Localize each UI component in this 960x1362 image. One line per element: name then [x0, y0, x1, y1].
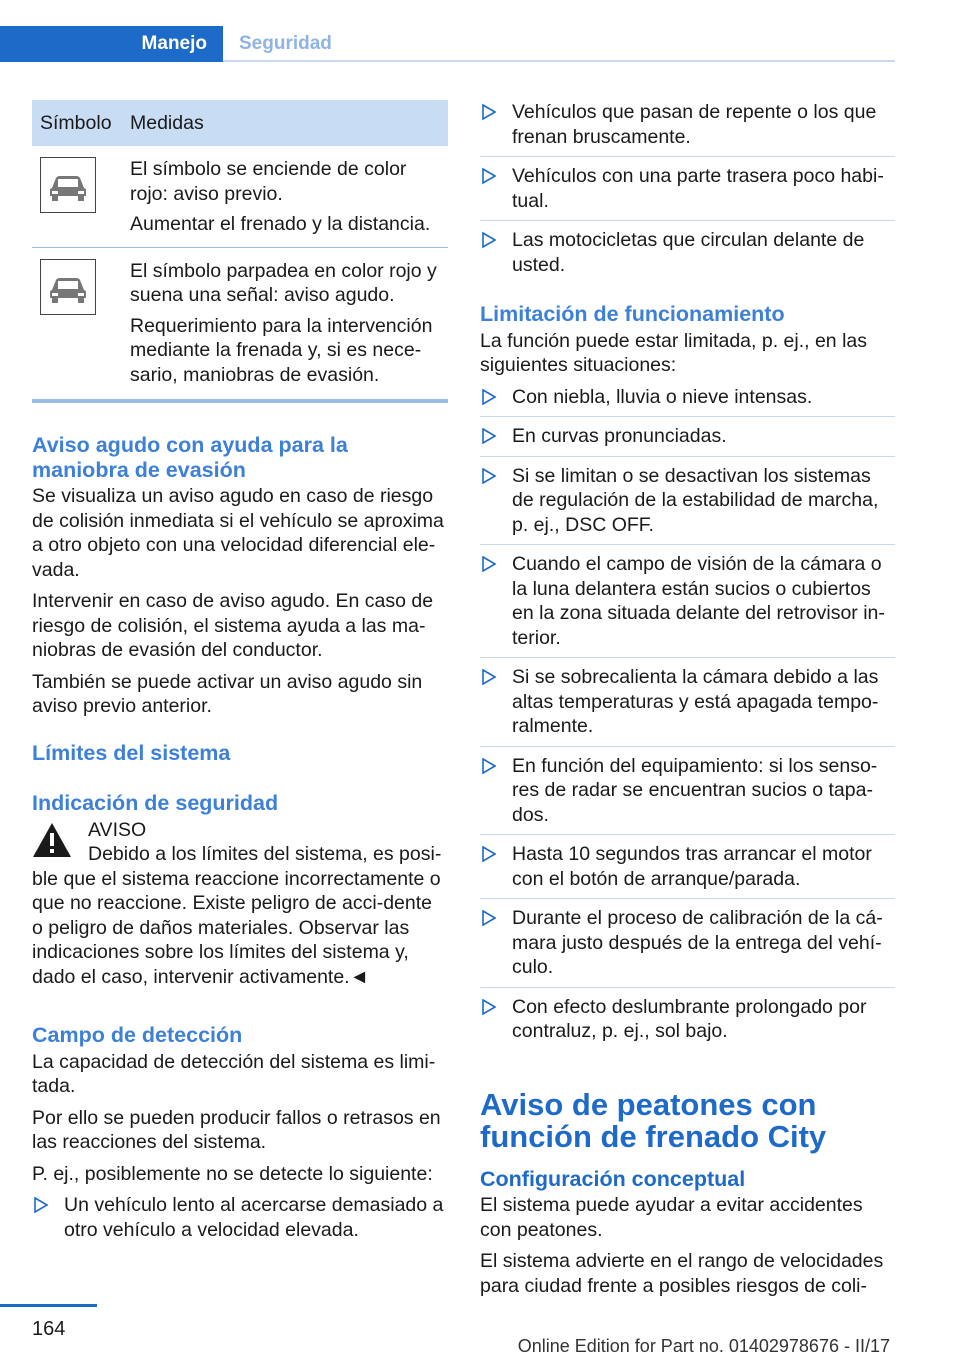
- paragraph: Intervenir en caso de aviso agudo. En caso de riesgo de colisión, el sistema ayuda a las ma-niobras de evasión del conductor.: [32, 590, 434, 661]
- symbol-table: [32, 100, 448, 403]
- list-item: Con niebla, lluvia o nieve intensas.: [480, 385, 895, 418]
- list-item: Un vehículo lento al acercarse demasiado a otro vehículo a velocidad elevada.: [32, 1193, 448, 1249]
- warning-block: [32, 818, 448, 990]
- list-item: Hasta 10 segundos tras arrancar el motor con el botón de arranque/parada.: [480, 842, 895, 899]
- table-row: [32, 146, 448, 247]
- chapter-title-pedestrian: Aviso de peatones con función de frenado City: [480, 1086, 827, 1154]
- list-item: Durante el proceso de calibración de la cá-mara justo después de la entrega del vehí-culo.: [480, 906, 895, 988]
- limitation-list: [480, 385, 895, 1051]
- warning-text: Debido a los límites del sistema, es posi-ble que el sistema reaccione incorrectamente o que no reaccione. Existe peligro de acci-dente o peligro de daños materiales. Observar las indicaciones sobre los límites del sistema y, dado el caso, intervenir activamente.◄: [32, 843, 442, 988]
- table-cell-text: El símbolo parpadea en color rojo y suena una señal: aviso agudo.: [130, 259, 437, 306]
- table-cell-text: El símbolo se enciende de color rojo: aviso previo.: [130, 158, 407, 205]
- section-title-detection: Campo de detección: [32, 1023, 243, 1047]
- list-item: Cuando el campo de visión de la cámara o la luna delantera están sucios o cubiertos en la zona situada delante del retrovisor in-terior.: [480, 552, 895, 658]
- right-column: [480, 100, 895, 1305]
- triangle-bullet-icon: [482, 669, 496, 685]
- warning-label: AVISO: [88, 818, 147, 841]
- tab-manejo[interactable]: Manejo: [0, 26, 223, 62]
- paragraph: El sistema advierte en el rango de velocidades para ciudad frente a posibles riesgos de coli-: [480, 1250, 884, 1297]
- header-rule: [223, 60, 895, 62]
- list-item: Las motocicletas que circulan delante de usted.: [480, 228, 895, 284]
- left-column: [32, 100, 448, 1256]
- car-warning-icon: [40, 157, 96, 213]
- triangle-bullet-icon: [482, 168, 496, 184]
- triangle-bullet-icon: [482, 910, 496, 926]
- table-cell-text: Requerimiento para la intervención mediante la frenada y, si es nece-sario, maniobras de evasión.: [130, 314, 433, 386]
- list-item: Si se limitan o se desactivan los sistemas de regulación de la estabilidad de marcha, p. ej., DSC OFF.: [480, 464, 895, 546]
- paragraph: Se visualiza un aviso agudo en caso de riesgo de colisión inmediata si el vehículo se aproxima a otro objeto con una velocidad diferencial ele-vada.: [32, 485, 444, 581]
- triangle-bullet-icon: [482, 758, 496, 774]
- list-item: En curvas pronunciadas.: [480, 424, 895, 457]
- table-header-measures: Medidas: [122, 100, 448, 146]
- triangle-bullet-icon: [482, 389, 496, 405]
- page-number-rule: [0, 1304, 97, 1307]
- triangle-bullet-icon: [482, 556, 496, 572]
- paragraph: Por ello se pueden producir fallos o retrasos en las reacciones del sistema.: [32, 1106, 441, 1153]
- triangle-bullet-icon: [482, 428, 496, 444]
- paragraph: El sistema puede ayudar a evitar accidentes con peatones.: [480, 1194, 863, 1241]
- triangle-bullet-icon: [482, 846, 496, 862]
- detection-list: [32, 1193, 448, 1249]
- table-cell-text: Aumentar el frenado y la distancia.: [130, 213, 431, 235]
- header-tabs: [0, 26, 348, 62]
- car-warning-icon: [40, 259, 96, 315]
- triangle-bullet-icon: [482, 468, 496, 484]
- edition-note: Online Edition for Part no. 01402978676 - II/17: [517, 1336, 890, 1356]
- section-title-evasion: Aviso agudo con ayuda para la maniobra de evasión: [32, 433, 348, 482]
- paragraph: P. ej., posiblemente no se detecte lo siguiente:: [32, 1162, 433, 1185]
- section-title-limits: Límites del sistema: [32, 740, 231, 765]
- triangle-bullet-icon: [34, 1197, 48, 1213]
- situations-list-top: [480, 100, 895, 284]
- list-item: En función del equipamiento: si los senso-res de radar se encuentran sucios o tapa-dos.: [480, 754, 895, 836]
- section-title-limitation: Limitación de funcionamiento: [480, 302, 785, 326]
- warning-triangle-icon: [32, 822, 72, 858]
- section-title-safety: Indicación de seguridad: [32, 791, 279, 815]
- table-row: [32, 247, 448, 401]
- section-title-concept: Configuración conceptual: [480, 1166, 746, 1191]
- paragraph: La capacidad de detección del sistema es limi-tada.: [32, 1050, 436, 1097]
- triangle-bullet-icon: [482, 999, 496, 1015]
- tab-seguridad[interactable]: Seguridad: [239, 33, 332, 54]
- triangle-bullet-icon: [482, 232, 496, 248]
- triangle-bullet-icon: [482, 104, 496, 120]
- list-item: Con efecto deslumbrante prolongado por contraluz, p. ej., sol bajo.: [480, 995, 895, 1051]
- paragraph: También se puede activar un aviso agudo sin aviso previo anterior.: [32, 670, 423, 717]
- list-item: Vehículos que pasan de repente o los que frenan bruscamente.: [480, 100, 895, 157]
- page-number: 164: [32, 1318, 66, 1340]
- paragraph: La función puede estar limitada, p. ej., en las siguientes situaciones:: [480, 329, 867, 376]
- list-item: Si se sobrecalienta la cámara debido a las altas temperaturas y está apagada tempo-ralmente.: [480, 665, 895, 747]
- list-item: Vehículos con una parte trasera poco habi-tual.: [480, 164, 895, 221]
- table-header-symbol: Símbolo: [32, 100, 122, 146]
